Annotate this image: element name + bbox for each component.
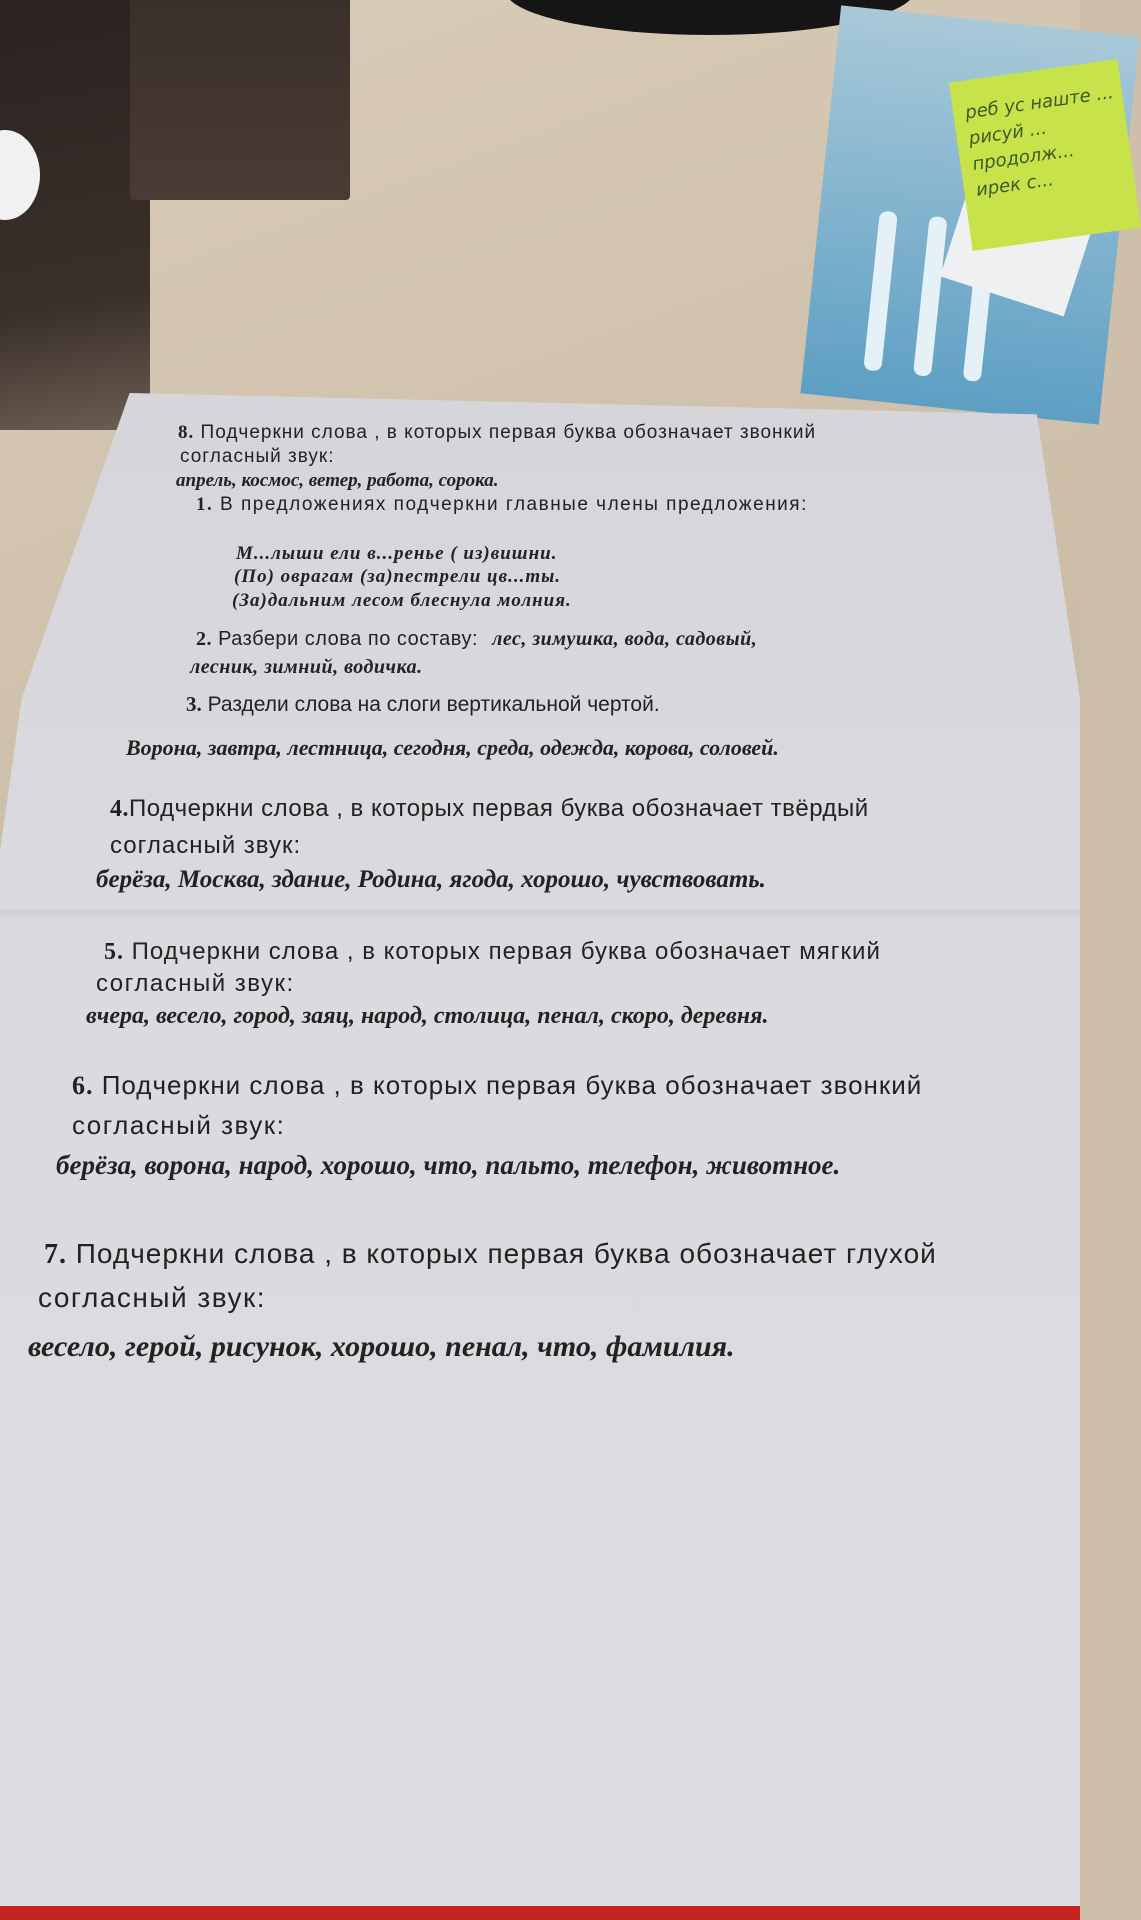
notebook-stripe bbox=[913, 216, 948, 377]
sticky-note bbox=[949, 59, 1141, 251]
task-number: 6. bbox=[72, 1071, 94, 1100]
notebook-stripe bbox=[863, 211, 898, 372]
task-8-instruction bbox=[178, 422, 816, 444]
task-2-words-cont: лесник, зимний, водичка. bbox=[190, 656, 423, 678]
task-7-words: весело, герой, рисунок, хорошо, пенал, что, фамилия. bbox=[28, 1330, 735, 1363]
task-3-instruction bbox=[186, 692, 660, 717]
task-6-instruction-cont: согласный звук: bbox=[72, 1110, 286, 1140]
task-7-instruction-cont: согласный звук: bbox=[38, 1282, 267, 1313]
sentence: (По) оврагам (за)пестрели цв...ты. bbox=[234, 566, 562, 587]
task-number: 5. bbox=[104, 939, 124, 965]
task-number: 4. bbox=[110, 796, 129, 822]
task-instruction: Подчеркни слова , в которых первая буква обозначает звонкий bbox=[101, 1070, 923, 1100]
sheet-fold bbox=[0, 910, 1080, 920]
task-7-instruction bbox=[44, 1238, 937, 1271]
task-5-words: вчера, весело, город, заяц, народ, столица, пенал, скоро, деревня. bbox=[86, 1003, 769, 1029]
task-instruction: В предложениях подчеркни главные члены предложения: bbox=[220, 494, 808, 515]
task-number: 8. bbox=[178, 422, 195, 443]
red-object-edge bbox=[0, 1906, 1080, 1920]
task-instruction: Подчеркни слова , в которых первая буква обозначает мягкий bbox=[131, 938, 881, 965]
task-instruction: Разбери слова по составу: bbox=[218, 628, 479, 650]
task-number: 7. bbox=[44, 1239, 67, 1270]
sentence: (За)дальним лесом блеснула молния. bbox=[232, 590, 572, 611]
task-5-instruction bbox=[104, 938, 881, 966]
sentence: М...лыши ели в...ренье ( из)вишни. bbox=[236, 543, 558, 564]
task-instruction: Подчеркни слова , в которых первая буква обозначает глухой bbox=[75, 1238, 937, 1269]
task-8-instruction-cont: согласный звук: bbox=[180, 446, 335, 467]
task-instruction: Подчеркни слова , в которых первая буква обозначает твёрдый bbox=[129, 795, 869, 822]
task-6-words: берёза, ворона, народ, хорошо, что, пальто, телефон, животное. bbox=[56, 1150, 841, 1180]
task-8-words: апрель, космос, ветер, работа, сорока. bbox=[176, 470, 499, 491]
sticky-note-text: реб ус наште ... рисуй ... продолж... ирек с... bbox=[963, 81, 1115, 201]
task-1-instruction bbox=[196, 494, 808, 516]
task-instruction: Подчеркни слова , в которых первая буква обозначает звонкий bbox=[200, 422, 817, 443]
task-5-instruction-cont: согласный звук: bbox=[96, 970, 295, 997]
task-4-instruction-cont: согласный звук: bbox=[110, 832, 302, 859]
dark-box bbox=[130, 0, 350, 200]
task-words: лес, зимушка, вода, садовый, bbox=[492, 628, 758, 650]
task-instruction: Раздели слова на слоги вертикальной чертой. bbox=[207, 693, 660, 716]
task-number: 2. bbox=[196, 628, 212, 650]
task-number: 3. bbox=[186, 692, 202, 716]
task-4-words: берёза, Москва, здание, Родина, ягода, хорошо, чувствовать. bbox=[96, 866, 766, 893]
task-2-instruction bbox=[196, 628, 757, 651]
dark-background-object bbox=[0, 0, 150, 430]
task-4-instruction bbox=[110, 795, 869, 823]
task-number: 1. bbox=[196, 494, 214, 515]
task-3-words: Ворона, завтра, лестница, сегодня, среда, одежда, корова, соловей. bbox=[126, 735, 779, 760]
task-6-instruction bbox=[72, 1070, 922, 1101]
